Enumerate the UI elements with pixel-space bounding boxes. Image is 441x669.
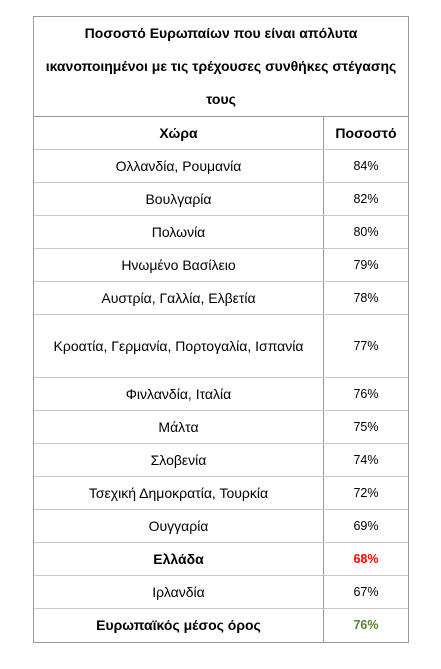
country-cell: Κροατία, Γερμανία, Πορτογαλία, Ισπανία [34, 315, 324, 377]
table-row [34, 378, 408, 411]
housing-satisfaction-table [33, 16, 409, 643]
percent-cell: 77% [353, 338, 379, 353]
country-cell: Πολωνία [34, 216, 324, 248]
table-row [34, 249, 408, 282]
percent-cell: 69% [353, 518, 379, 533]
country-cell: Ολλανδία, Ρουμανία [34, 150, 324, 182]
table-row [34, 150, 408, 183]
percent-cell: 74% [353, 452, 379, 467]
table-row [34, 510, 408, 543]
percent-cell: 82% [353, 191, 379, 206]
percent-cell-greece: 68% [353, 551, 379, 566]
table-title: Ποσοστό Ευρωπαίων που είναι απόλυτα ικανοποιημένοι με τις τρέχουσες συνθήκες στέγασης τους [34, 17, 408, 117]
table-row-average [34, 609, 408, 642]
country-cell: Ηνωμένο Βασίλειο [34, 249, 324, 281]
table-row [34, 576, 408, 609]
country-cell: Αυστρία, Γαλλία, Ελβετία [34, 282, 324, 314]
country-cell-greece: Ελλάδα [34, 543, 324, 575]
header-percent: Ποσοστό [335, 124, 397, 141]
table-row [34, 477, 408, 510]
table-header-row [34, 117, 408, 150]
percent-cell: 76% [353, 386, 379, 401]
percent-cell: 78% [353, 290, 379, 305]
table-row [34, 444, 408, 477]
table-row [34, 216, 408, 249]
percent-cell: 80% [353, 224, 379, 239]
country-cell: Μάλτα [34, 411, 324, 443]
percent-cell: 79% [353, 257, 379, 272]
table-row [34, 315, 408, 378]
header-country: Χώρα [34, 117, 324, 149]
percent-cell: 75% [353, 419, 379, 434]
table-row [34, 183, 408, 216]
table-row [34, 411, 408, 444]
percent-cell: 84% [353, 158, 379, 173]
table-row [34, 282, 408, 315]
country-cell: Ιρλανδία [34, 576, 324, 608]
table-row-greece [34, 543, 408, 576]
country-cell: Φινλανδία, Ιταλία [34, 378, 324, 410]
percent-cell-average: 76% [353, 618, 379, 632]
country-cell: Ουγγαρία [34, 510, 324, 542]
country-cell-average: Ευρωπαϊκός μέσος όρος [34, 609, 324, 642]
percent-cell: 72% [353, 485, 379, 500]
country-cell: Σλοβενία [34, 444, 324, 476]
percent-cell: 67% [353, 584, 379, 599]
country-cell: Τσεχική Δημοκρατία, Τουρκία [34, 477, 324, 509]
country-cell: Βουλγαρία [34, 183, 324, 215]
